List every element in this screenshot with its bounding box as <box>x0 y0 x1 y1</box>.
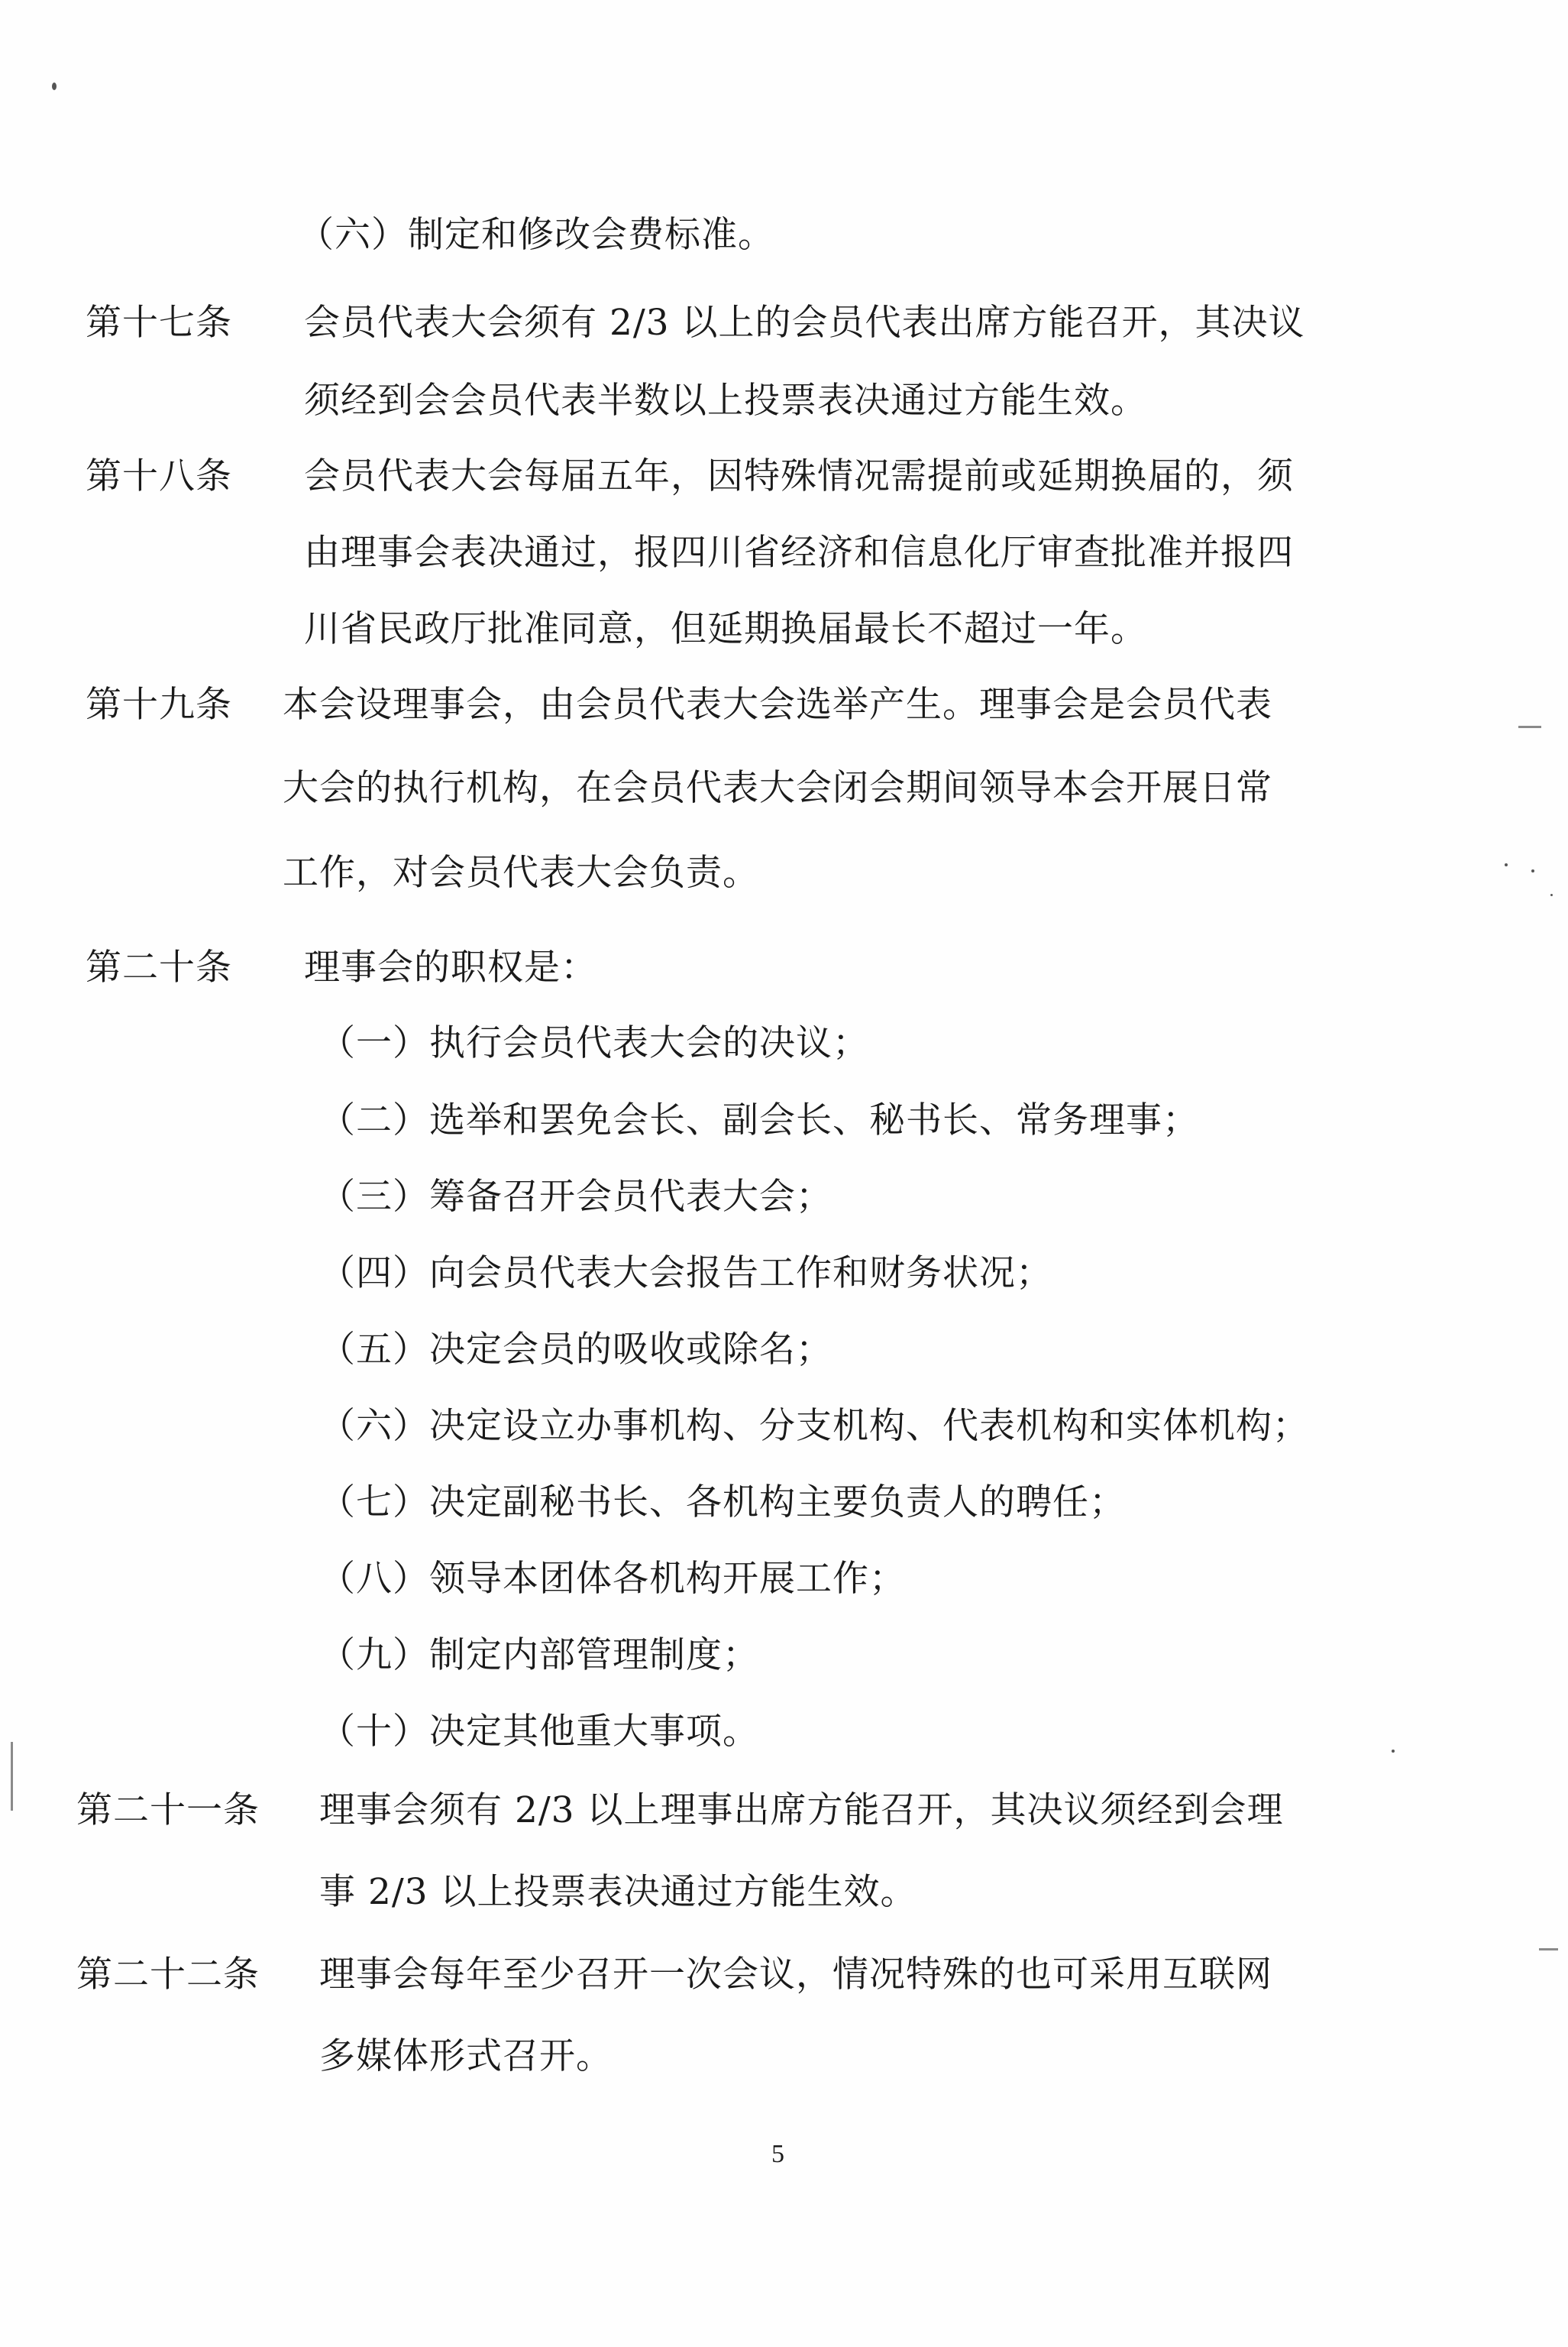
article-18-line-1: 会员代表大会每届五年，因特殊情况需提前或延期换届的，须 <box>304 455 1294 497</box>
scan-speck <box>1505 863 1508 866</box>
article-19-line-3: 工作，对会员代表大会负责。 <box>283 852 759 894</box>
page-number: 5 <box>771 2140 784 2168</box>
article-20-item-9: （九）制定内部管理制度； <box>319 1634 759 1676</box>
scan-speck <box>1392 1750 1395 1753</box>
article-21-line-1: 理事会须有 2/3 以上理事出席方能召开，其决议须经到会理 <box>319 1789 1284 1831</box>
article-20-item-6: （六）决定设立办事机构、分支机构、代表机构和实体机构； <box>319 1405 1309 1447</box>
article-20-item-7: （七）决定副秘书长、各机构主要负责人的聘任； <box>319 1481 1126 1523</box>
article-20-item-3: （三）筹备召开会员代表大会； <box>319 1176 832 1218</box>
article-20-item-10: （十）决定其他重大事项。 <box>319 1711 759 1753</box>
list-item-top: （六）制定和修改会费标准。 <box>298 214 774 256</box>
article-20-item-2: （二）选举和罢免会长、副会长、秘书长、常务理事； <box>319 1099 1199 1141</box>
scan-edge-mark <box>1539 1948 1558 1950</box>
article-20-item-4: （四）向会员代表大会报告工作和财务状况； <box>319 1252 1052 1294</box>
scan-speck <box>1550 894 1553 896</box>
article-17-label: 第十七条 <box>86 302 232 344</box>
scan-edge-mark <box>11 1742 13 1811</box>
article-18-line-2: 由理事会表决通过，报四川省经济和信息化厅审查批准并报四 <box>304 532 1294 574</box>
article-17-line-2: 须经到会会员代表半数以上投票表决通过方能生效。 <box>304 380 1147 422</box>
article-20-item-5: （五）决定会员的吸收或除名； <box>319 1329 832 1371</box>
article-18-label: 第十八条 <box>86 455 232 497</box>
article-22-line-1: 理事会每年至少召开一次会议，情况特殊的也可采用互联网 <box>319 1954 1272 1996</box>
article-20-item-1: （一）执行会员代表大会的决议； <box>319 1022 869 1064</box>
article-17-line-1: 会员代表大会须有 2/3 以上的会员代表出席方能召开，其决议 <box>304 302 1305 344</box>
article-19-label: 第十九条 <box>86 684 232 726</box>
scan-speck <box>52 83 57 90</box>
article-19-line-2: 大会的执行机构，在会员代表大会闭会期间领导本会开展日常 <box>283 767 1272 809</box>
scan-edge-mark <box>1518 726 1541 728</box>
article-22-line-2: 多媒体形式召开。 <box>319 2035 613 2077</box>
article-18-line-3: 川省民政厅批准同意，但延期换届最长不超过一年。 <box>304 608 1147 650</box>
article-21-label: 第二十一条 <box>76 1789 260 1831</box>
article-20-line-1: 理事会的职权是： <box>304 947 597 989</box>
article-19-line-1: 本会设理事会，由会员代表大会选举产生。理事会是会员代表 <box>283 684 1272 726</box>
article-21-line-2: 事 2/3 以上投票表决通过方能生效。 <box>319 1871 917 1913</box>
article-22-label: 第二十二条 <box>76 1954 260 1996</box>
article-20-item-8: （八）领导本团体各机构开展工作； <box>319 1558 906 1600</box>
article-20-label: 第二十条 <box>86 947 232 989</box>
scan-speck <box>1531 869 1534 872</box>
